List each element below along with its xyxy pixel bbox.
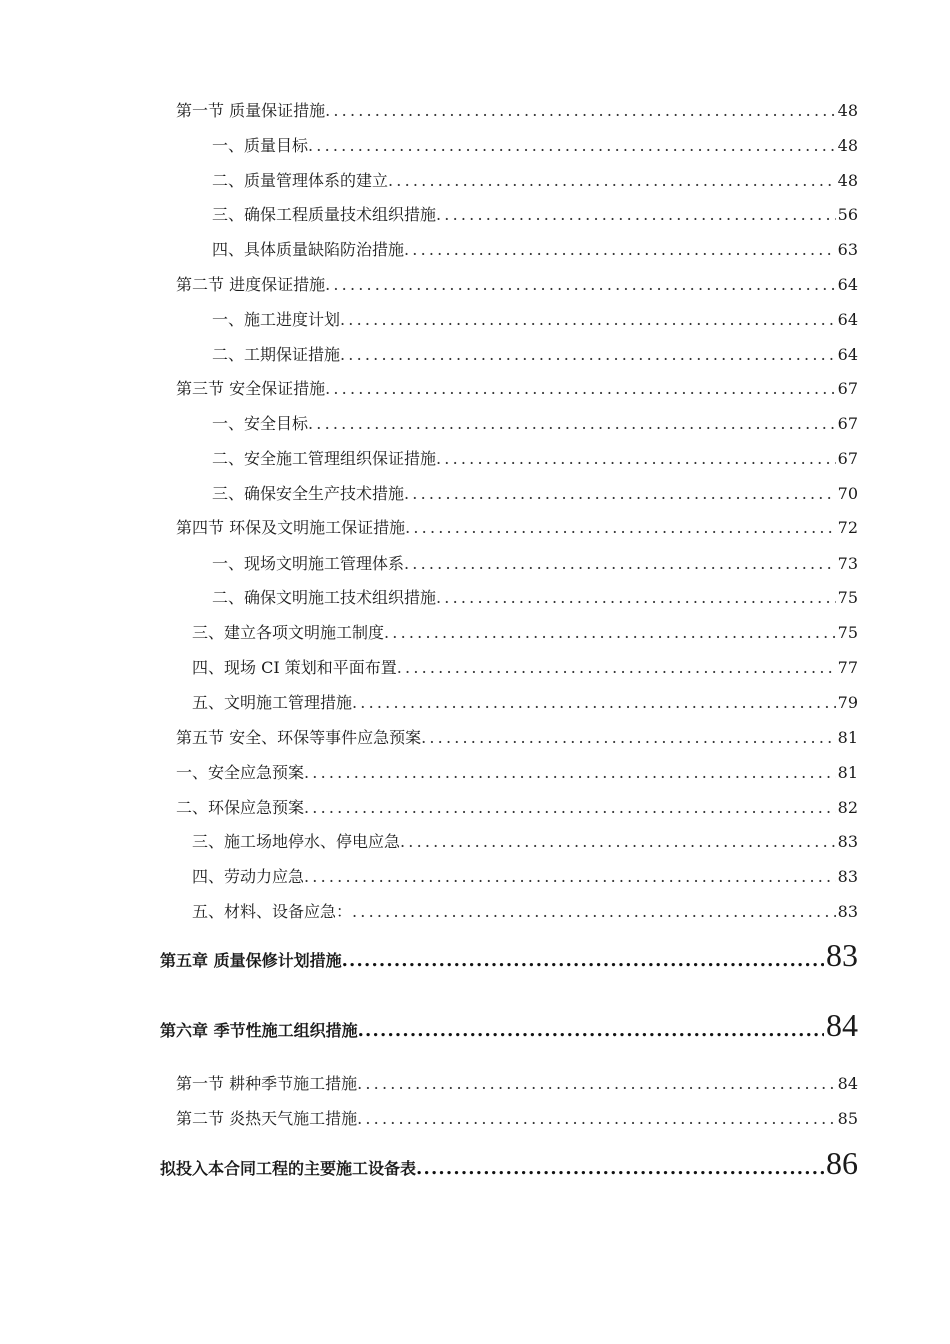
toc-entry[interactable] xyxy=(176,795,858,819)
toc-entry[interactable] xyxy=(212,446,858,470)
toc-page-number: 84 xyxy=(826,1009,858,1043)
toc-entry[interactable] xyxy=(176,515,858,539)
toc-page-number: 63 xyxy=(837,240,858,259)
toc-entry-title: 二、环保应急预案 xyxy=(176,798,305,817)
toc-leader-dots xyxy=(357,1074,836,1093)
toc-entry-title: 第二节 进度保证措施 xyxy=(176,275,326,294)
toc-page-number: 81 xyxy=(837,763,858,782)
toc-leader-dots xyxy=(400,832,836,851)
toc-entry-title: 一、施工进度计划 xyxy=(212,310,341,329)
toc-chapter-entry[interactable] xyxy=(160,1009,858,1053)
toc-page-number: 67 xyxy=(837,414,858,433)
toc-entry[interactable] xyxy=(176,272,858,296)
toc-leader-dots xyxy=(436,449,836,468)
toc-page-number: 67 xyxy=(837,449,858,468)
toc-entry-title: 二、工期保证措施 xyxy=(212,345,341,364)
toc-entry[interactable] xyxy=(212,342,858,366)
toc-chapter-entry[interactable] xyxy=(160,939,858,983)
toc-entry-title: 三、确保安全生产技术措施 xyxy=(212,484,405,503)
toc-leader-dots xyxy=(436,205,836,224)
toc-entry[interactable] xyxy=(176,725,858,749)
toc-page-number: 75 xyxy=(837,588,858,607)
toc-leader-dots xyxy=(352,902,836,921)
toc-entry[interactable] xyxy=(212,585,858,609)
toc-leader-dots xyxy=(304,798,836,817)
toc-page-number: 86 xyxy=(826,1147,858,1181)
toc-entry-title: 第五章 质量保修计划措施 xyxy=(160,951,342,970)
toc-leader-dots xyxy=(384,623,836,642)
toc-entry-title: 拟投入本合同工程的主要施工设备表 xyxy=(160,1159,417,1178)
toc-entry[interactable] xyxy=(212,237,858,261)
toc-entry[interactable] xyxy=(176,98,858,122)
toc-page-number: 77 xyxy=(837,658,858,677)
toc-leader-dots xyxy=(340,345,836,364)
toc-leader-dots xyxy=(416,1158,824,1179)
toc-entry[interactable] xyxy=(212,481,858,505)
toc-entry-title: 第三节 安全保证措施 xyxy=(176,379,326,398)
toc-page-number: 73 xyxy=(837,554,858,573)
toc-entry[interactable] xyxy=(176,760,858,784)
toc-leader-dots xyxy=(404,240,836,259)
toc-page-number: 64 xyxy=(837,275,858,294)
toc-entry[interactable] xyxy=(192,690,858,714)
toc-entry[interactable] xyxy=(212,133,858,157)
toc-entry-title: 第六章 季节性施工组织措施 xyxy=(160,1021,358,1040)
toc-entry[interactable] xyxy=(192,899,858,923)
toc-entry-title: 一、安全目标 xyxy=(212,414,309,433)
toc-entry[interactable] xyxy=(192,620,858,644)
toc-entry[interactable] xyxy=(212,307,858,331)
toc-entry-title: 四、现场 CI 策划和平面布置 xyxy=(192,658,397,677)
toc-page-number: 72 xyxy=(837,518,858,537)
toc-entry-title: 五、材料、设备应急： xyxy=(192,902,353,921)
toc-entry[interactable] xyxy=(192,829,858,853)
toc-entry-title: 一、现场文明施工管理体系 xyxy=(212,554,405,573)
toc-page-number: 83 xyxy=(837,902,858,921)
toc-entry-title: 五、文明施工管理措施 xyxy=(192,693,353,712)
toc-leader-dots xyxy=(358,1020,824,1041)
toc-page-number: 83 xyxy=(837,832,858,851)
toc-leader-dots xyxy=(304,867,836,886)
toc-page-number: 70 xyxy=(837,484,858,503)
toc-page-number: 79 xyxy=(837,693,858,712)
toc-page-number: 48 xyxy=(837,101,858,120)
toc-entry-title: 一、质量目标 xyxy=(212,136,309,155)
toc-entry[interactable] xyxy=(176,1071,858,1095)
toc-page-number: 48 xyxy=(837,136,858,155)
toc-entry-title: 二、安全施工管理组织保证措施 xyxy=(212,449,437,468)
toc-leader-dots xyxy=(357,1109,836,1128)
toc-leader-dots xyxy=(421,728,836,747)
toc-chapter-entry[interactable] xyxy=(160,1147,858,1191)
toc-leader-dots xyxy=(404,554,836,573)
toc-entry-title: 第五节 安全、环保等事件应急预案 xyxy=(176,728,422,747)
toc-page-number: 56 xyxy=(837,205,858,224)
toc-leader-dots xyxy=(340,310,836,329)
toc-leader-dots xyxy=(397,658,836,677)
toc-page-number: 84 xyxy=(837,1074,858,1093)
toc-entry-title: 第一节 耕种季节施工措施 xyxy=(176,1074,358,1093)
toc-entry-title: 二、质量管理体系的建立 xyxy=(212,171,389,190)
toc-leader-dots xyxy=(436,588,836,607)
toc-leader-dots xyxy=(325,275,836,294)
toc-entry-title: 三、建立各项文明施工制度 xyxy=(192,623,385,642)
toc-entry[interactable] xyxy=(192,864,858,888)
toc-entry-title: 一、安全应急预案 xyxy=(176,763,305,782)
toc-leader-dots xyxy=(388,171,836,190)
toc-entry[interactable] xyxy=(212,551,858,575)
toc-leader-dots xyxy=(325,379,836,398)
toc-leader-dots xyxy=(308,414,836,433)
toc-entry-title: 第一节 质量保证措施 xyxy=(176,101,326,120)
toc-leader-dots xyxy=(404,484,836,503)
toc-leader-dots xyxy=(304,763,836,782)
toc-page-number: 64 xyxy=(837,310,858,329)
toc-leader-dots xyxy=(325,101,836,120)
toc-page-number: 48 xyxy=(837,171,858,190)
toc-entry[interactable] xyxy=(212,168,858,192)
toc-page-number: 81 xyxy=(837,728,858,747)
toc-entry[interactable] xyxy=(176,1106,858,1130)
toc-entry-title: 三、确保工程质量技术组织措施 xyxy=(212,205,437,224)
toc-entry[interactable] xyxy=(176,376,858,400)
toc-entry-title: 四、具体质量缺陷防治措施 xyxy=(212,240,405,259)
toc-page-number: 64 xyxy=(837,345,858,364)
toc-leader-dots xyxy=(405,518,836,537)
toc-page-number: 75 xyxy=(837,623,858,642)
toc-page-number: 82 xyxy=(837,798,858,817)
toc-page-number: 85 xyxy=(837,1109,858,1128)
toc-page-number: 83 xyxy=(826,939,858,973)
toc-entry[interactable] xyxy=(192,655,858,679)
toc-leader-dots xyxy=(308,136,836,155)
toc-entry-title: 三、施工场地停水、停电应急 xyxy=(192,832,401,851)
toc-leader-dots xyxy=(342,950,824,971)
toc-page-number: 83 xyxy=(837,867,858,886)
toc-entry-title: 第四节 环保及文明施工保证措施 xyxy=(176,518,406,537)
toc-page-number: 67 xyxy=(837,379,858,398)
toc-entry[interactable] xyxy=(212,411,858,435)
toc-entry-title: 四、劳动力应急 xyxy=(192,867,305,886)
toc-entry[interactable] xyxy=(212,202,858,226)
toc-entry-title: 第二节 炎热天气施工措施 xyxy=(176,1109,358,1128)
toc-entry-title: 二、确保文明施工技术组织措施 xyxy=(212,588,437,607)
toc-leader-dots xyxy=(352,693,836,712)
